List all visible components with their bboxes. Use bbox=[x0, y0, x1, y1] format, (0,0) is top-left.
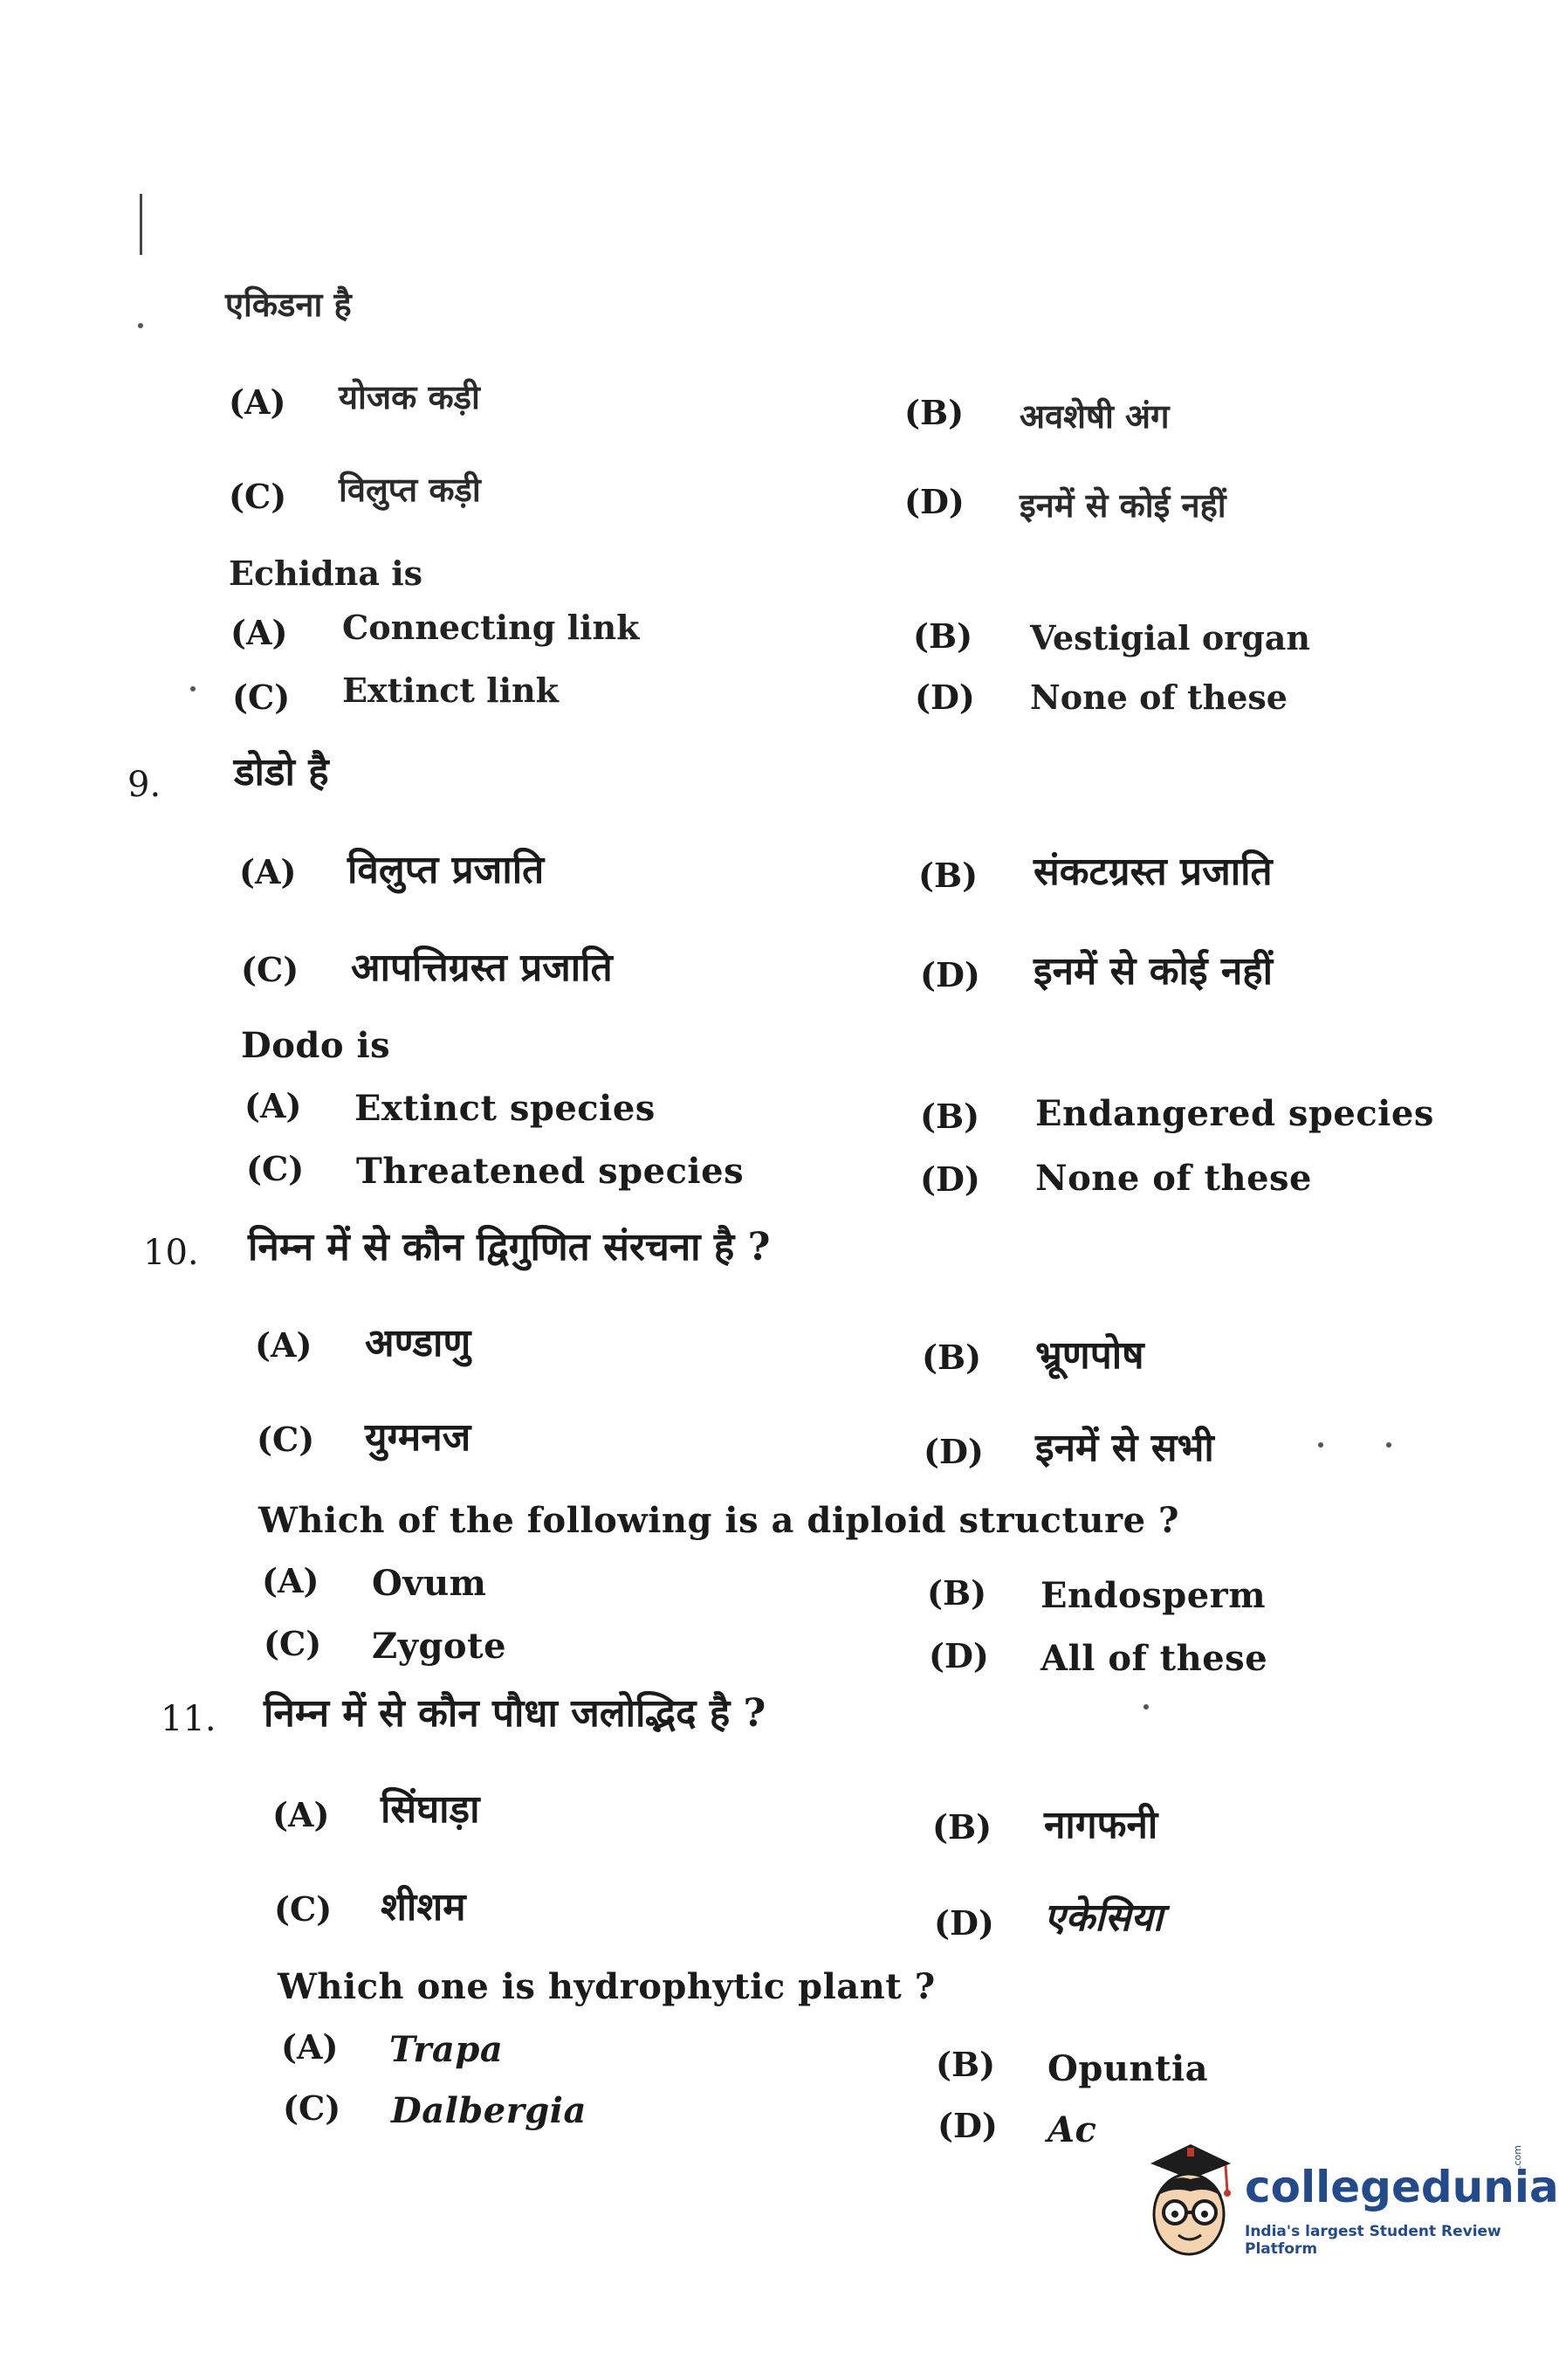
q9-hindi-stem: डोडो है bbox=[234, 750, 329, 794]
q9-en-option-b-label: (B) bbox=[920, 1097, 980, 1136]
q8-hi-option-b-text: अवशेषी अंग bbox=[1020, 396, 1170, 436]
q8-en-option-b-label: (B) bbox=[913, 616, 973, 656]
q11-en-option-a-label: (A) bbox=[281, 2027, 339, 2067]
scan-dot bbox=[1143, 1704, 1149, 1709]
q10-hi-option-d-text: इनमें से सभी bbox=[1035, 1426, 1214, 1470]
q11-hi-option-a-label: (A) bbox=[272, 1795, 330, 1834]
q10-hi-option-b-label: (B) bbox=[922, 1338, 982, 1377]
q8-en-option-d-label: (D) bbox=[915, 678, 975, 717]
watermark-brand: collegedunia bbox=[1245, 2162, 1559, 2212]
scan-mark bbox=[140, 194, 142, 255]
q11-hindi-stem: निम्न में से कौन पौधा जलोद्भिद है ? bbox=[264, 1691, 766, 1736]
q8-hi-option-d-label: (D) bbox=[904, 482, 965, 521]
q9-en-option-d-text: None of these bbox=[1035, 1158, 1312, 1199]
q9-en-option-d-label: (D) bbox=[920, 1159, 980, 1199]
q9-hi-option-b-label: (B) bbox=[918, 856, 979, 895]
q9-hi-option-d-label: (D) bbox=[920, 955, 980, 994]
q8-hi-option-c-label: (C) bbox=[229, 477, 287, 516]
q11-number: 11. bbox=[161, 1699, 216, 1739]
q10-english-stem: Which of the following is a diploid structure ? bbox=[258, 1500, 1179, 1541]
q9-hi-option-a-label: (A) bbox=[239, 852, 297, 891]
q11-hi-option-d-text: एकेसिया bbox=[1044, 1895, 1164, 1940]
q11-en-option-b-text: Opuntia bbox=[1047, 2048, 1209, 2089]
q9-en-option-c-label: (C) bbox=[246, 1149, 305, 1188]
q11-en-option-d-text: Ac bbox=[1047, 2109, 1097, 2150]
q8-en-option-a-label: (A) bbox=[230, 613, 288, 652]
scan-dot bbox=[190, 686, 196, 691]
q10-en-option-d-label: (D) bbox=[929, 1636, 989, 1675]
student-mascot-icon bbox=[1135, 2130, 1240, 2270]
q9-hi-option-c-text: आपत्तिग्रस्त प्रजाति bbox=[351, 946, 613, 990]
q8-en-option-c-text: Extinct link bbox=[342, 671, 559, 710]
q8-hi-option-a-label: (A) bbox=[229, 382, 286, 422]
q8-en-option-b-text: Vestigial organ bbox=[1030, 618, 1311, 657]
q10-hi-option-d-label: (D) bbox=[924, 1432, 984, 1471]
q9-hi-option-a-text: विलुप्त प्रजाति bbox=[347, 848, 545, 892]
q9-hi-option-c-label: (C) bbox=[241, 950, 299, 989]
watermark-tagline: India's largest Student Review Platform bbox=[1245, 2223, 1501, 2258]
q10-en-option-a-text: Ovum bbox=[372, 1563, 487, 1604]
q10-number: 10. bbox=[143, 1233, 199, 1273]
q9-en-option-b-text: Endangered species bbox=[1035, 1093, 1434, 1134]
q8-hi-option-c-text: विलुप्त कड़ी bbox=[339, 470, 481, 509]
q10-hi-option-b-text: भ्रूणपोष bbox=[1035, 1333, 1144, 1378]
collegedunia-watermark bbox=[1135, 2130, 1559, 2287]
q8-en-option-d-text: None of these bbox=[1030, 678, 1288, 717]
q10-hi-option-c-label: (C) bbox=[257, 1420, 315, 1459]
q11-hi-option-b-label: (B) bbox=[932, 1807, 992, 1847]
q9-en-option-a-label: (A) bbox=[244, 1086, 302, 1125]
scan-dot bbox=[1318, 1442, 1323, 1448]
q10-hi-option-c-text: युग्मनज bbox=[365, 1415, 471, 1460]
q11-hi-option-c-text: शीशम bbox=[381, 1885, 466, 1929]
q10-hi-option-a-label: (A) bbox=[255, 1325, 312, 1365]
q9-en-option-c-text: Threatened species bbox=[356, 1151, 745, 1192]
q11-hi-option-d-label: (D) bbox=[934, 1903, 994, 1943]
q8-hi-option-a-text: योजक कड़ी bbox=[339, 377, 480, 416]
q10-en-option-b-text: Endosperm bbox=[1040, 1575, 1267, 1616]
q9-hi-option-d-text: इनमें से कोई नहीं bbox=[1034, 949, 1274, 994]
q11-hi-option-c-label: (C) bbox=[274, 1889, 333, 1929]
q8-en-option-a-text: Connecting link bbox=[342, 608, 640, 647]
scan-dot bbox=[138, 323, 143, 328]
q11-en-option-b-label: (B) bbox=[936, 2045, 996, 2084]
q8-hi-option-b-label: (B) bbox=[904, 393, 965, 432]
q9-number: 9. bbox=[127, 765, 161, 805]
q11-en-option-d-label: (D) bbox=[937, 2106, 998, 2145]
q9-english-stem: Dodo is bbox=[241, 1025, 391, 1066]
q11-en-option-a-text: Trapa bbox=[389, 2029, 504, 2070]
q10-hindi-stem: निम्न में से कौन द्विगुणित संरचना है ? bbox=[248, 1225, 771, 1269]
q10-en-option-c-label: (C) bbox=[264, 1624, 322, 1663]
q8-en-option-c-label: (C) bbox=[232, 678, 291, 717]
q9-hi-option-b-text: संकटग्रस्त प्रजाति bbox=[1034, 850, 1273, 894]
q11-en-option-c-label: (C) bbox=[283, 2088, 341, 2128]
q10-en-option-a-label: (A) bbox=[262, 1561, 319, 1600]
q11-hi-option-b-text: नागफनी bbox=[1044, 1803, 1158, 1847]
q8-hindi-stem: एकिडना है bbox=[225, 285, 352, 324]
q10-en-option-b-label: (B) bbox=[927, 1573, 987, 1613]
q11-english-stem: Which one is hydrophytic plant ? bbox=[278, 1966, 936, 2007]
q8-english-stem: Echidna is bbox=[229, 554, 423, 593]
q10-en-option-d-text: All of these bbox=[1040, 1638, 1268, 1679]
q9-en-option-a-text: Extinct species bbox=[354, 1088, 656, 1129]
q11-hi-option-a-text: सिंघाड़ा bbox=[381, 1787, 480, 1832]
q11-en-option-c-text: Dalbergia bbox=[391, 2090, 587, 2131]
watermark-com: .com bbox=[1512, 2145, 1523, 2169]
q10-en-option-c-text: Zygote bbox=[372, 1626, 507, 1667]
q8-hi-option-d-text: इनमें से कोई नहीं bbox=[1020, 485, 1226, 525]
scan-dot bbox=[1386, 1442, 1391, 1448]
q10-hi-option-a-text: अण्डाणु bbox=[365, 1321, 471, 1365]
